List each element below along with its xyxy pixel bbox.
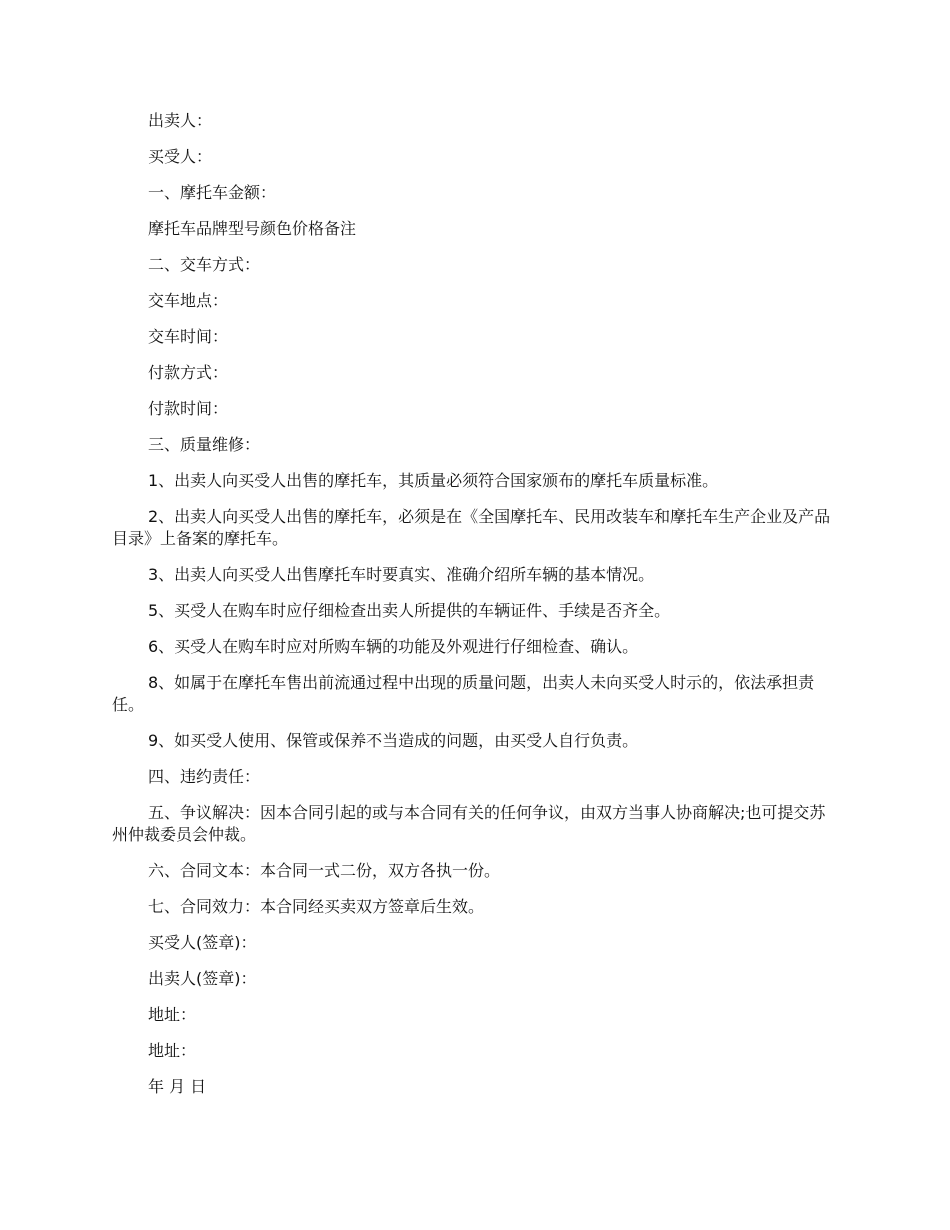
section-dispute: 五、争议解决：因本合同引起的或与本合同有关的任何争议，由双方当事人协商解决;也可提交苏州仲裁委员会仲裁。 (112, 803, 826, 844)
section-heading-breach: 四、违约责任： (148, 767, 261, 786)
clause-quality-2: 2、出卖人向买受人出售的摩托车，必须是在《全国摩托车、民用改装车和摩托车生产企业及产品目录》上备案的摩托车。 (112, 507, 831, 548)
clause-quality-3: 3、出卖人向买受人出售摩托车时要真实、准确介绍所车辆的基本情况。 (148, 565, 655, 584)
section-heading-quality: 三、质量维修： (148, 435, 261, 454)
address-line-1: 地址： (148, 1005, 197, 1024)
section-heading-amount: 一、摩托车金额： (148, 183, 277, 202)
clause-quality-9: 9、如买受人使用、保管或保养不当造成的问题，由买受人自行负责。 (148, 731, 639, 750)
date-line: 年 月 日 (148, 1077, 207, 1096)
section-contract-copies: 六、合同文本：本合同一式二份，双方各执一份。 (148, 861, 501, 880)
signature-seller: 出卖人(签章)： (148, 969, 257, 988)
clause-quality-1: 1、出卖人向买受人出售的摩托车，其质量必须符合国家颁布的摩托车质量标准。 (148, 471, 719, 490)
clause-quality-6: 6、买受人在购车时应对所购车辆的功能及外观进行仔细检查、确认。 (148, 637, 639, 656)
paragraph-delivery-time: 交车时间： (148, 327, 229, 346)
paragraph-vehicle-columns: 摩托车品牌型号颜色价格备注 (148, 219, 357, 238)
paragraph-payment-method: 付款方式： (148, 363, 229, 382)
signature-buyer: 买受人(签章)： (148, 933, 257, 952)
paragraph-seller: 出卖人： (148, 111, 213, 130)
clause-quality-5: 5、买受人在购车时应仔细检查出卖人所提供的车辆证件、手续是否齐全。 (148, 601, 671, 620)
document-body (112, 110, 832, 1112)
clause-quality-8: 8、如属于在摩托车售出前流通过程中出现的质量问题，出卖人未向买受人时示的，依法承担责任。 (112, 673, 815, 714)
paragraph-payment-time: 付款时间： (148, 399, 229, 418)
address-line-2: 地址： (148, 1041, 197, 1060)
section-heading-delivery: 二、交车方式： (148, 255, 261, 274)
paragraph-delivery-place: 交车地点： (148, 291, 229, 310)
section-contract-effect: 七、合同效力：本合同经买卖双方签章后生效。 (148, 897, 485, 916)
paragraph-buyer: 买受人： (148, 147, 213, 166)
